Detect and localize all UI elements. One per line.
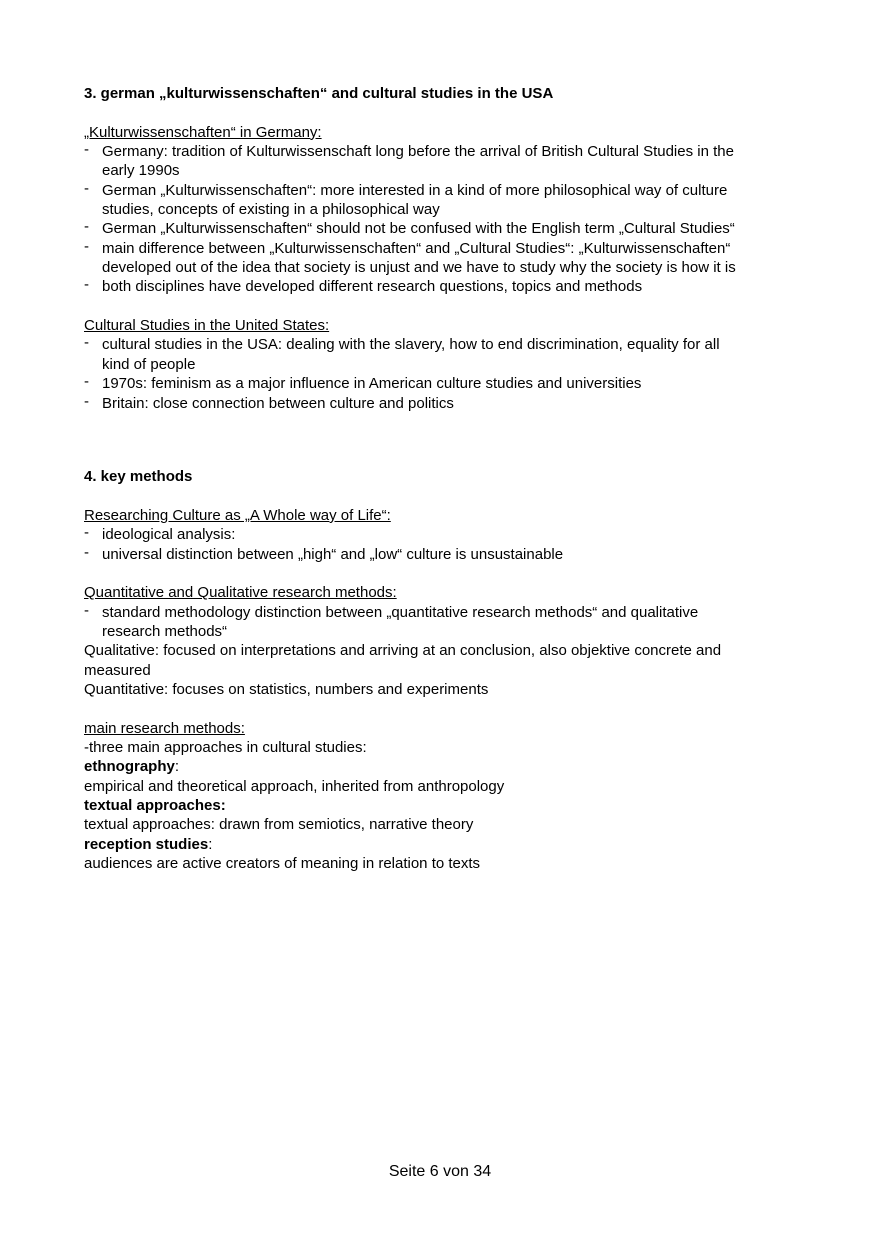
- bullet-item: [84, 219, 804, 238]
- paragraph: [84, 680, 804, 699]
- bullet-item: [84, 335, 804, 374]
- bullet-item: [84, 394, 804, 413]
- bullet-line: universal distinction between „high“ and „low“ culture is unsustainable: [102, 545, 564, 563]
- blank-line: [84, 487, 804, 506]
- bullet-line: Germany: tradition of Kulturwissenschaft long before the arrival of British Cultural Studies in the: [102, 143, 734, 161]
- bullet-dash: -: [84, 392, 89, 410]
- bullet-item: [84, 142, 804, 181]
- bullet-line: kind of people: [102, 355, 196, 373]
- method-label: [84, 796, 804, 815]
- paragraph: [84, 641, 804, 680]
- method-label: [84, 835, 804, 854]
- bullet-line: main difference between „Kulturwissenschaften“ and „Cultural Studies“: „Kulturwissenschaften“: [102, 239, 731, 257]
- bullet-line: early 1990s: [102, 162, 180, 180]
- subheading-text: Cultural Studies in the United States:: [84, 317, 330, 335]
- bullet-item: [84, 545, 804, 564]
- paragraph: [84, 777, 804, 796]
- bullet-item: [84, 603, 804, 642]
- bullet-line: research methods“: [102, 622, 228, 640]
- bullet-line: studies, concepts of existing in a philosophical way: [102, 201, 440, 219]
- bullet-dash: -: [84, 276, 89, 294]
- blank-line: [84, 564, 804, 583]
- bullet-dash: -: [84, 543, 89, 561]
- blank-line: [84, 297, 804, 316]
- bullet-line: German „Kulturwissenschaften“: more interested in a kind of more philosophical way of culture: [102, 181, 728, 199]
- blank-line: [84, 103, 804, 122]
- bullet-item: [84, 181, 804, 220]
- paragraph-line: -three main approaches in cultural studies:: [84, 739, 367, 756]
- bullet-line: German „Kulturwissenschaften“ should not be confused with the English term „Cultural Studies“: [102, 220, 735, 238]
- subheading-text: „Kulturwissenschaften“ in Germany:: [84, 123, 322, 141]
- bullet-line: Britain: close connection between culture and politics: [102, 394, 454, 412]
- method-name: ethnography: [84, 758, 175, 776]
- bullet-line: ideological analysis:: [102, 526, 236, 544]
- bullet-line: developed out of the idea that society is unjust and we have to study why the society is how it is: [102, 259, 736, 277]
- bullet-dash: -: [84, 601, 89, 619]
- paragraph-line: audiences are active creators of meaning in relation to texts: [84, 855, 481, 873]
- bullet-line: cultural studies in the USA: dealing with the slavery, how to end discrimination, equality for all: [102, 336, 720, 354]
- blank-line: [84, 699, 804, 718]
- bullet-dash: -: [84, 524, 89, 542]
- subheading: [84, 583, 804, 602]
- document-body: [84, 84, 804, 873]
- paragraph-line: empirical and theoretical approach, inherited from anthropology: [84, 777, 505, 795]
- subheading-text: Quantitative and Qualitative research methods:: [84, 584, 397, 602]
- bullet-line: both disciplines have developed different research questions, topics and methods: [102, 278, 643, 296]
- paragraph: [84, 815, 804, 834]
- paragraph-line: Qualitative: focused on interpretations and arriving at an conclusion, also objektive concrete and: [84, 642, 722, 660]
- method-suffix: :: [208, 835, 213, 853]
- page-footer: Seite 6 von 34: [388, 1163, 492, 1180]
- bullet-item: [84, 525, 804, 544]
- section-gap: [84, 413, 804, 448]
- bullet-dash: -: [84, 179, 89, 197]
- blank-line: [84, 448, 804, 467]
- bullet-dash: -: [84, 237, 89, 255]
- bullet-item: [84, 239, 804, 278]
- bullet-dash: -: [84, 373, 89, 391]
- method-label: [84, 757, 804, 776]
- bullet-dash: -: [84, 218, 89, 236]
- paragraph: [84, 854, 804, 873]
- paragraph-line: textual approaches: drawn from semiotics, narrative theory: [84, 816, 474, 834]
- bullet-dash: -: [84, 141, 89, 159]
- method-name: textual approaches:: [84, 797, 226, 815]
- paragraph: [84, 738, 804, 757]
- paragraph-line: Quantitative: focuses on statistics, numbers and experiments: [84, 680, 489, 698]
- section-heading: 3. german „kulturwissenschaften“ and cultural studies in the USA: [84, 85, 554, 102]
- method-name: reception studies: [84, 835, 209, 853]
- paragraph-line: measured: [84, 661, 151, 679]
- subheading: [84, 506, 804, 525]
- subheading: [84, 123, 804, 142]
- subheading: [84, 719, 804, 738]
- section-heading: 4. key methods: [84, 468, 193, 486]
- bullet-item: [84, 374, 804, 393]
- subheading: [84, 316, 804, 335]
- method-suffix: :: [174, 758, 180, 776]
- bullet-line: 1970s: feminism as a major influence in American culture studies and universities: [102, 375, 642, 393]
- subheading-text: main research methods:: [84, 719, 245, 737]
- bullet-item: [84, 277, 804, 296]
- bullet-line: standard methodology distinction between „quantitative research methods“ and qualitative: [102, 603, 699, 621]
- bullet-dash: -: [84, 334, 89, 352]
- subheading-text: Researching Culture as „A Whole way of Life“:: [84, 506, 391, 524]
